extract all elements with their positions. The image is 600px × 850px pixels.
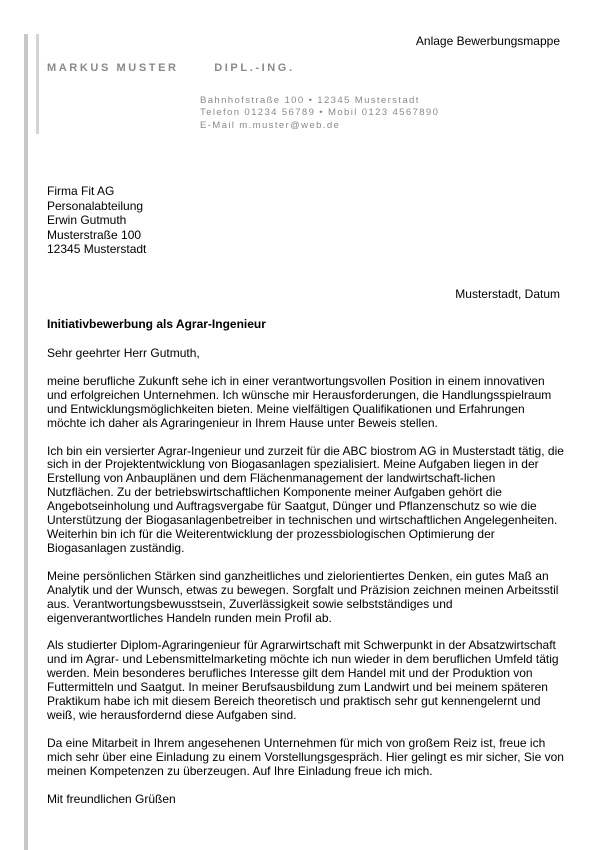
body-paragraph: meine berufliche Zukunft sehe ich in einer verantwortungsvollen Position in einem innovativen und erfolgreichen Unternehmen. Ich wünsche mir Herausforderungen, die Handlungsspielraum und Entwicklungsmöglichkeiten bieten. Meine vielfältigen Qualifikationen und Erfahrungen möchte ich daher als Agraringenieur in Ihrem Hause unter Beweis stellen. [47,373,552,430]
sender-name-row [47,62,295,74]
margin-rule [24,34,28,850]
recipient-line: 12345 Musterstadt [47,242,147,257]
recipient-line: Firma Fit AG [47,184,115,198]
document-label: Anlage Bewerbungsmappe [415,34,560,48]
place-date: Musterstadt, Datum [455,287,560,301]
body-paragraph: Meine persönlichen Stärken sind ganzheitliches und zielorientiertes Denken, ein gutes Maß an Analytik und der Wunsch, etwas zu bewegen. Sorgfalt und Präzision zeichnen meinen Arbeitsstil aus. Verantwortungsbewusstsein, Zuverlässigkeit sowie selbstständiges und eigenverantwortliches Handeln runden mein Profil ab. [47,568,559,625]
closing: Mit freundlichen Grüßen [47,791,176,806]
recipient-line: Musterstraße 100 [47,227,142,242]
salutation: Sehr geehrter Herr Gutmuth, [47,346,200,360]
body-paragraph: Ich bin ein versierter Agrar-Ingenieur und zurzeit für die ABC biostrom AG in Musterstadt tätig, die sich in der Projektentwicklung von Biogasanlagen spezialisiert. Meine Aufgaben liegen in der Erstellung von Anbauplänen und dem Flächenmanagement der landwirtschaft-lichen Nutzflächen. Zu der betriebswirtschaftlichen Komponente meiner Aufgaben gehört die Angebotseinholung und Auftragsvergabe für Saatgut, Dünger und Pflanzenschutz so wie die Unterstützung der Biogasanlagenbetreiber in technischen und wirtschaftlichen Angelegenheiten. Weiterhin bin ich für die Weiterentwicklung der prozessbiologischen Optimierung der Biogasanlagen zuständig. [47,443,564,555]
letter-subject: Initiativbewerbung als Agrar-Ingenieur [47,317,266,331]
letter-body [47,347,565,820]
sender-phone: Telefon 01234 56789 • Mobil 0123 4567890 [200,107,440,119]
recipient-line: Personalabteilung [47,198,144,213]
body-paragraph: Da eine Mitarbeit in Ihrem angesehenen Unternehmen für mich von großem Reiz ist, freue ich mich sehr über eine Einladung zu einem Vorstellungsgespräch. Hier gelingt es mir sicher, Sie von meinen Kompetenzen zu überzeugen. Auf Ihre Einladung freue ich mich. [47,735,564,778]
recipient-line: Erwin Gutmuth [47,213,127,228]
margin-rule-short [36,34,39,134]
sender-email: E-Mail m.muster@web.de [200,119,341,131]
body-paragraph: Als studierter Diplom-Agraringenieur für Agrarwirtschaft mit Schwerpunkt in der Absatzwirtschaft und im Agrar- und Lebensmittelmarketing möchte ich nun wieder in dem beruflichen Umfeld tätig werden. Mein besonderes berufliches Interesse gilt dem Handel mit und der Produktion von Futtermitteln und Saatgut. In meiner Berufsausbildung zum Landwirt und bei meinem späteren Praktikum habe ich mit diesem Bereich theoretisch und praktisch sehr gut kennengelernt und weiß, wie herausfordernd diese Aufgaben sind. [47,638,559,722]
sender-contact [200,95,439,132]
recipient-address [47,184,146,257]
sender-address: Bahnhofstraße 100 • 12345 Musterstadt [200,95,420,106]
sender-title: DIPL.-ING. [214,62,295,74]
sender-name: MARKUS MUSTER [47,62,179,74]
